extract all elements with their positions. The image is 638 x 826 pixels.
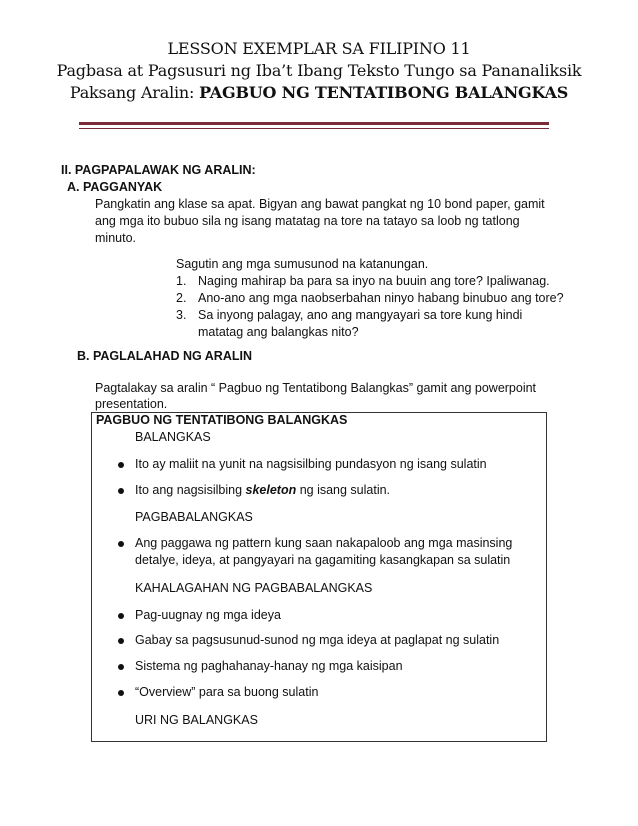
bullet-icon xyxy=(118,541,124,547)
lesson-title: LESSON EXEMPLAR SA FILIPINO 11 xyxy=(167,39,471,58)
box-bullet-text: Ito ay maliit na yunit na nagsisilbing pundasyon ng isang sulatin xyxy=(135,457,487,471)
header-rule-thin xyxy=(79,128,549,129)
box-bullet-text: Gabay sa pagsusunud-sunod ng mga ideya at paglapat ng sulatin xyxy=(135,633,500,647)
question-text: matatag ang balangkas nito? xyxy=(198,325,359,339)
question-text: Naging mahirap ba para sa inyo na buuin ang tore? Ipaliwanag. xyxy=(198,274,550,288)
bullet-icon xyxy=(118,664,124,670)
pagganyak-line-1: Pangkatin ang klase sa apat. Bigyan ang bawat pangkat ng 10 bond paper, gamit xyxy=(95,197,545,211)
topic-line xyxy=(0,82,638,104)
bullet-icon xyxy=(118,462,124,468)
section-title: II. PAGPAPALAWAK NG ARALIN: xyxy=(61,163,256,177)
paglalahad-line-1: Pagtalakay sa aralin “ Pagbuo ng Tentatibong Balangkas” gamit ang powerpoint xyxy=(95,381,537,395)
text-segment: ng isang sulatin. xyxy=(296,483,391,497)
box-bullet-text: Sistema ng paghahanay-hanay ng mga kaisipan xyxy=(135,659,403,673)
emphasis-skeleton: skeleton xyxy=(245,483,297,497)
bullet-icon xyxy=(118,690,124,696)
text-segment: Ito ang nagsisilbing xyxy=(135,483,246,497)
topic-title: PAGBUO NG TENTATIBONG BALANGKAS xyxy=(199,83,569,102)
question-text: Ano-ano ang mga naobserbahan ninyo habang binubuo ang tore? xyxy=(198,291,564,305)
paglalahad-line-2: presentation. xyxy=(95,397,168,411)
box-bullet-text: Pag-uugnay ng mga ideya xyxy=(135,608,281,622)
topic-prefix: Paksang Aralin: xyxy=(69,83,200,102)
bullet-icon xyxy=(118,638,124,644)
box-bullet-text: detalye, ideya, at pangyayari na gagamiting kasangkapan sa sulatin xyxy=(135,553,511,567)
box-heading: BALANGKAS xyxy=(135,430,211,444)
header-rule-thick xyxy=(79,122,549,125)
bullet-icon xyxy=(118,613,124,619)
heading-pagganyak: A. PAGGANYAK xyxy=(67,180,163,194)
course-title: Pagbasa at Pagsusuri ng Iba’t Ibang Teksto Tungo sa Pananaliksik xyxy=(56,61,582,80)
box-heading: URI NG BALANGKAS xyxy=(135,713,258,727)
pagganyak-line-3: minuto. xyxy=(95,231,136,245)
question-number: 1. xyxy=(176,274,187,288)
question-number: 2. xyxy=(176,291,187,305)
question-text: Sa inyong palagay, ano ang mangyayari sa tore kung hindi xyxy=(198,308,523,322)
box-bullet-text: Ang paggawa ng pattern kung saan nakapaloob ang mga masinsing xyxy=(135,536,513,550)
pagganyak-line-2: ang mga ito bubuo sila ng isang matatag na tore na tatayo sa loob ng tatlong xyxy=(95,214,520,228)
heading-paglalahad: B. PAGLALAHAD NG ARALIN xyxy=(77,349,252,363)
questions-intro: Sagutin ang mga sumusunod na katanungan. xyxy=(176,257,429,271)
box-bullet-text xyxy=(135,482,390,499)
box-bullet-text: “Overview” para sa buong sulatin xyxy=(135,685,319,699)
box-heading: KAHALAGAHAN NG PAGBABALANGKAS xyxy=(135,581,373,595)
question-number: 3. xyxy=(176,308,187,322)
box-title: PAGBUO NG TENTATIBONG BALANGKAS xyxy=(96,413,348,427)
bullet-icon xyxy=(118,488,124,494)
box-heading: PAGBABALANGKAS xyxy=(135,510,253,524)
